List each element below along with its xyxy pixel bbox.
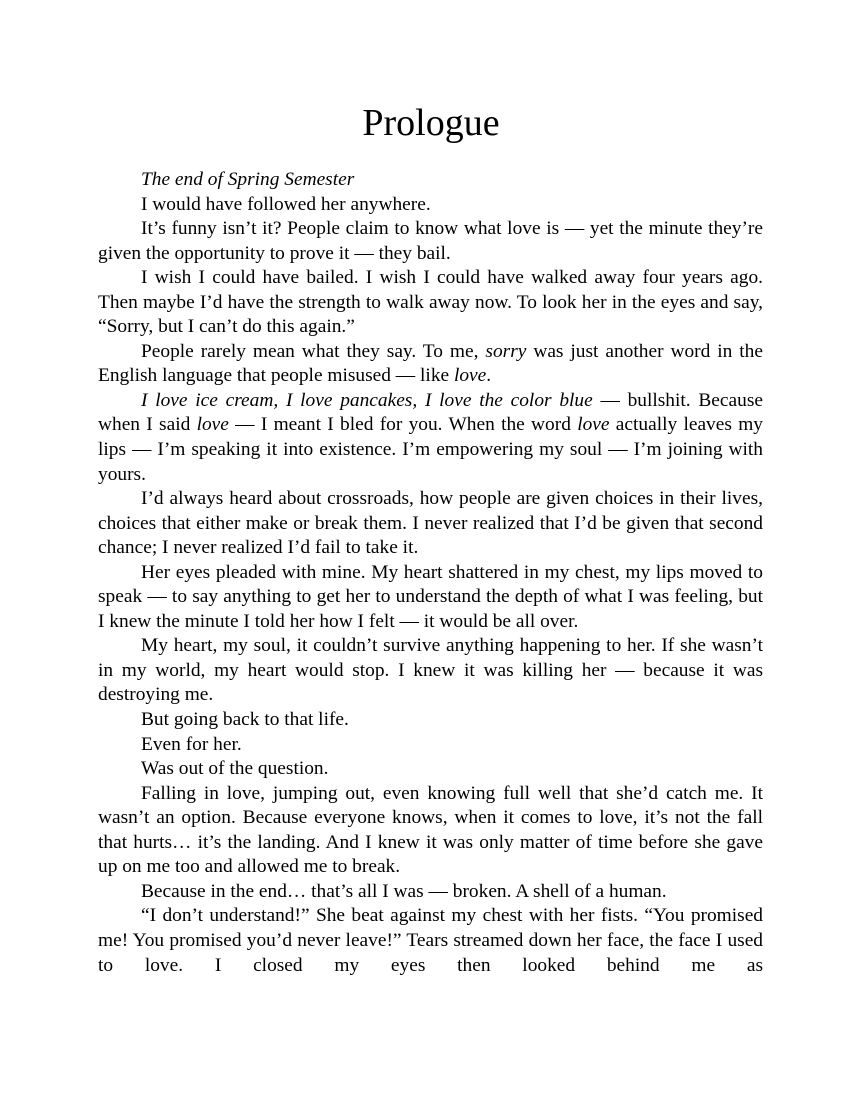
paragraph: I would have followed her anywhere. <box>141 193 431 215</box>
paragraph: I’d always heard about crossroads, how people are given choices in their lives, choices that either make or break them. I never realized that I’d be given that second chance; I never realized I’d fail to take it. <box>98 488 763 559</box>
paragraph: “I don’t understand!” She beat against my chest with her fists. “You promised me! You promised you’d never leave!” Tears streamed down her face, the face I used to love. I closed my eyes then looked behind me as <box>98 905 763 976</box>
chapter-body <box>98 168 763 978</box>
paragraph: Her eyes pleaded with mine. My heart shattered in my chest, my lips moved to speak — to say anything to get her to understand the depth of what I was feeling, but I knew the minute I told her how I felt — it would be all over. <box>98 561 763 632</box>
chapter-title: Prologue <box>362 102 500 144</box>
paragraph: My heart, my soul, it couldn’t survive anything happening to her. If she wasn’t in my world, my heart would stop. I knew it was killing her — because it was destroying me. <box>98 635 763 706</box>
paragraph: Even for her. <box>141 733 242 755</box>
paragraph: But going back to that life. <box>141 709 349 731</box>
paragraph: It’s funny isn’t it? People claim to know what love is — yet the minute they’re given the opportunity to prove it — they bail. <box>98 218 763 264</box>
paragraph: People rarely mean what they say. To me, sorry was just another word in the English language that people misused — like love. <box>98 340 763 387</box>
paragraph: The end of Spring Semester <box>141 169 355 190</box>
paragraph: Falling in love, jumping out, even knowing full well that she’d catch me. It wasn’t an option. Because everyone knows, when it comes to love, it’s not the fall that hurts… it’s the landing. And I knew it was only matter of time before she gave up on me too and allowed me to break. <box>98 782 763 878</box>
paragraph: I love ice cream, I love pancakes, I love the color blue — bullshit. Because when I said love — I meant I bled for you. When the word love actually leaves my lips — I’m speaking it into existence. I’m empowering my soul — I’m joining with yours. <box>98 389 763 485</box>
paragraph: I wish I could have bailed. I wish I could have walked away four years ago. Then maybe I’d have the strength to walk away now. To look her in the eyes and say, “Sorry, but I can’t do this again.” <box>98 267 763 338</box>
paragraph: Because in the end… that’s all I was — broken. A shell of a human. <box>141 880 667 902</box>
paragraph: Was out of the question. <box>141 758 329 780</box>
